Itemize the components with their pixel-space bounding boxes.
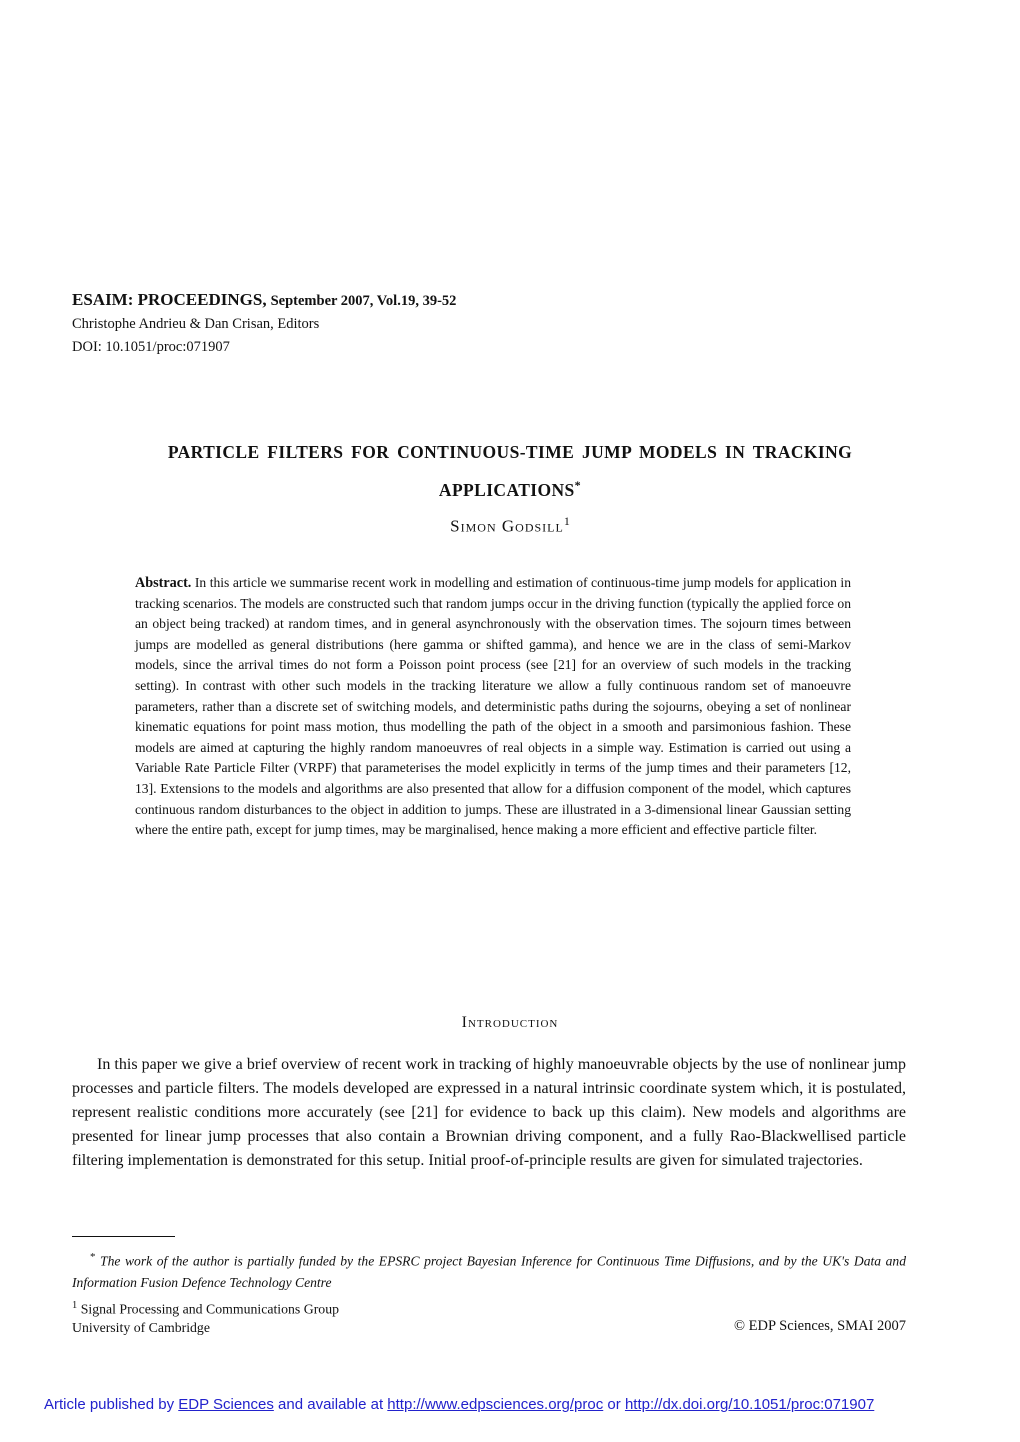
footer-prefix: Article published by [44,1396,175,1413]
footnote-funding-text: The work of the author is partially funded by the EPSRC project Bayesian Inference for Continuous Time Diffusions, and by the UK's Data and Information Fusion Defence Technology Centre [72,1253,906,1290]
journal-editors: Christophe Andrieu & Dan Crisan, Editors [72,316,320,332]
title-footnote-marker: * [574,478,582,492]
journal-name: ESAIM: PROCEEDINGS, [72,290,267,309]
paper-title-line1: PARTICLE FILTERS FOR CONTINUOUS-TIME JUMP MODELS IN TRACKING [167,442,853,462]
author-affiliation-marker: 1 [563,514,570,528]
journal-doi: DOI: 10.1051/proc:071907 [72,339,230,355]
footnote-affiliation-marker: 1 [72,1299,78,1311]
abstract [135,573,851,841]
author-name: Simon Godsill [450,516,564,536]
section-heading-introduction: Introduction [461,1014,559,1031]
footnote-funding-marker: * [90,1251,96,1263]
author-line [0,514,1020,537]
paper-title-line2: APPLICATIONS* [438,478,582,500]
footnote-funding [72,1247,906,1293]
footnote-divider [72,1236,175,1237]
journal-issue: September 2007, Vol.19, 39-52 [270,293,457,309]
footnote-affiliation-university: University of Cambridge [72,1320,210,1336]
footer-middle: and available at [278,1396,384,1413]
copyright-notice: © EDP Sciences, SMAI 2007 [734,1318,906,1334]
footer-separator: or [607,1396,621,1413]
edp-sciences-link[interactable]: EDP Sciences [178,1396,274,1413]
abstract-label: Abstract. [135,575,192,591]
doi-url-link[interactable]: http://dx.doi.org/10.1051/proc:071907 [624,1396,875,1413]
abstract-text: In this article we summarise recent work in modelling and estimation of continuous-time jump models for application in tracking scenarios. The models are constructed such that random jumps occur in the driving function (typically the applied force on an object being tracked) at random times, and in general asynchronously with the observation times. The sojourn times between jumps are modelled as general distributions (here gamma or shifted gamma), and hence we are in the class of semi-Markov models, since the arrival times do not form a Poisson point process (see [21] for an overview of such models in the tracking setting). In contrast with other such models in the tracking literature we allow a fully continuous random set of manoeuvre parameters, rather than a discrete set of switching models, and deterministic paths during the sojourns, obeying a set of nonlinear kinematic equations for point mass motion, thus modelling the path of the object in a smooth and parsimonious fashion. These models are aimed at capturing the highly random manoeuvres of real objects in a simple way. Estimation is carried out using a Variable Rate Particle Filter (VRPF) that parameterises the model explicitly in terms of the jump times and their parameters [12, 13]. Extensions to the models and algorithms are also presented that allow for a diffusion component of the model, which captures continuous random disturbances to the object in addition to jumps. These are illustrated in a 3-dimensional linear Gaussian setting where the entire path, except for jump times, may be marginalised, hence making a more efficient and effective particle filter. [135,575,851,838]
footnote-affiliation-group: Signal Processing and Communications Group [80,1301,339,1317]
journal-issue-line [72,288,456,313]
proc-url-link[interactable]: http://www.edpsciences.org/proc [387,1396,604,1413]
footer-publication-line [44,1396,874,1413]
paper-title [0,436,1020,507]
journal-header [72,288,456,359]
introduction-paragraph: In this paper we give a brief overview of recent work in tracking of highly manoeuvrable objects by the use of nonlinear jump processes and particle filters. The models developed are expressed in a natural intrinsic coordinate system which, it is postulated, represent realistic conditions more accurately (see [21] for evidence to back up this claim). New models and algorithms are presented for linear jump processes that also contain a Brownian driving component, and a fully Rao-Blackwellised particle filtering implementation is demonstrated for this setup. Initial proof-of-principle results are given for simulated trajectories. [72,1056,906,1169]
footnote-affiliation-group-line [72,1296,906,1319]
